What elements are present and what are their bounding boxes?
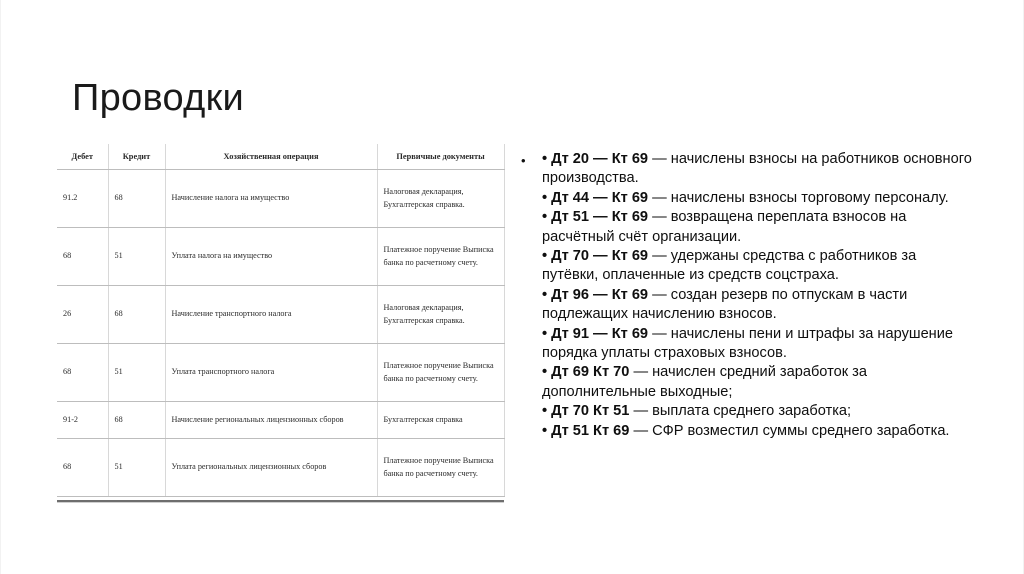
entry-accounts: Дт 44 — Кт 69 <box>551 189 649 206</box>
cell-documents: Платежное поручение Выписка банка по расчетному счету. <box>377 344 504 402</box>
cell-debit: 68 <box>57 228 108 286</box>
column-header-debit: Дебет <box>57 144 108 170</box>
cell-debit: 68 <box>57 344 108 402</box>
cell-credit: 51 <box>108 228 165 286</box>
cell-debit: 68 <box>57 439 108 497</box>
bullet-marker: • <box>542 364 548 381</box>
cell-documents: Бухгалтерская справка <box>377 402 504 439</box>
bullet-marker: • <box>542 403 548 420</box>
list-item <box>542 325 976 364</box>
list-item <box>542 150 976 189</box>
ledger-table-figure <box>57 144 504 503</box>
cell-credit: 51 <box>108 439 165 497</box>
entry-accounts: Дт 91 — Кт 69 <box>551 325 649 342</box>
entry-description: — создан резерв по отпускам в части подлежащих начислению взносов. <box>542 286 908 323</box>
cell-debit: 91-2 <box>57 402 108 439</box>
notes-list <box>542 150 976 441</box>
entry-accounts: Дт 51 — Кт 69 <box>551 209 649 226</box>
cell-operation: Начисление налога на имущество <box>165 170 377 228</box>
page-edge-left <box>0 0 1 574</box>
notes-block <box>521 150 976 441</box>
entry-description: — начислен средний заработок за дополнительные выходные; <box>542 364 867 400</box>
cell-operation: Начисление транспортного налога <box>165 286 377 344</box>
cell-documents: Налоговая декларация, Бухгалтерская справка. <box>377 286 504 344</box>
entry-accounts: Дт 20 — Кт 69 <box>551 151 649 167</box>
column-header-operation: Хозяйственная операция <box>165 144 377 170</box>
cell-debit: 91.2 <box>57 170 108 228</box>
ledger-table <box>57 144 505 497</box>
cell-documents: Налоговая декларация, Бухгалтерская справка. <box>377 170 504 228</box>
bullet-marker: • <box>542 209 548 226</box>
cell-credit: 51 <box>108 344 165 402</box>
list-item <box>542 363 976 402</box>
list-item <box>542 286 976 325</box>
page-title: Проводки <box>72 77 245 120</box>
cell-documents: Платежное поручение Выписка банка по расчетному счету. <box>377 228 504 286</box>
entry-accounts: Дт 70 Кт 51 <box>551 403 630 420</box>
list-item <box>542 422 976 441</box>
bullet-marker: • <box>542 325 548 342</box>
entry-description: — возвращена переплата взносов на расчётный счёт организации. <box>542 209 907 245</box>
entry-description: — начислены взносы на работников основного производства. <box>542 151 972 187</box>
cell-credit: 68 <box>108 170 165 228</box>
cell-credit: 68 <box>108 286 165 344</box>
entry-description: — СФР возместил суммы среднего заработка. <box>629 422 950 439</box>
entry-description: — начислены взносы торговому персоналу. <box>648 189 949 206</box>
cell-debit: 26 <box>57 286 108 344</box>
entry-accounts: Дт 96 — Кт 69 <box>551 286 649 303</box>
entry-description: — начислены пени и штрафы за нарушение порядка уплаты страховых взносов. <box>542 325 954 362</box>
cell-documents: Платежное поручение Выписка банка по расчетному счету. <box>377 439 504 497</box>
table-row <box>57 286 504 344</box>
cell-credit: 68 <box>108 402 165 439</box>
column-header-documents: Первичные документы <box>377 144 504 170</box>
list-item <box>542 402 976 421</box>
column-header-credit: Кредит <box>108 144 165 170</box>
table-row <box>57 439 504 497</box>
entry-accounts: Дт 51 Кт 69 <box>551 422 630 439</box>
entry-accounts: Дт 69 Кт 70 <box>551 364 630 381</box>
list-item <box>542 189 976 208</box>
entry-accounts: Дт 70 — Кт 69 <box>551 248 649 265</box>
bullet-marker: • <box>542 422 548 439</box>
table-row <box>57 402 504 439</box>
outer-bullet-marker: • <box>521 153 526 168</box>
cell-operation: Уплата транспортного налога <box>165 344 377 402</box>
cell-operation: Уплата региональных лицензионных сборов <box>165 439 377 497</box>
table-bottom-rule-shadow <box>57 502 504 503</box>
bullet-marker: • <box>542 286 548 303</box>
entry-description: — удержаны средства с работников за путёвки, оплаченные из средств соцстраха. <box>542 248 917 284</box>
bullet-marker: • <box>542 151 548 167</box>
table-row <box>57 344 504 402</box>
cell-operation: Начисление региональных лицензионных сборов <box>165 402 377 439</box>
list-item <box>542 208 976 247</box>
entry-description: — выплата среднего заработка; <box>629 403 852 420</box>
table-row <box>57 228 504 286</box>
table-header-row <box>57 144 504 170</box>
cell-operation: Уплата налога на имущество <box>165 228 377 286</box>
list-item <box>542 247 976 286</box>
bullet-marker: • <box>542 248 548 265</box>
bullet-marker: • <box>542 189 548 206</box>
table-row <box>57 170 504 228</box>
